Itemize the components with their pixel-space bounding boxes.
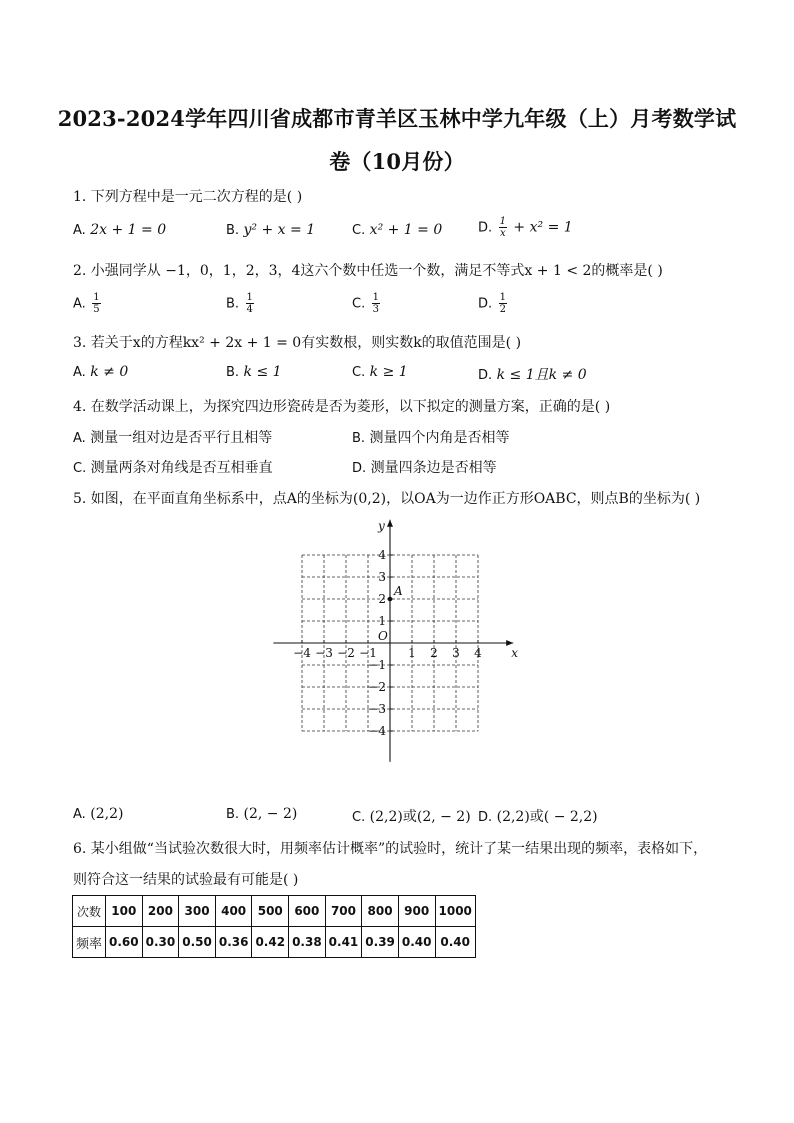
option-letter: C. bbox=[73, 461, 87, 476]
option-letter: A. bbox=[73, 807, 86, 822]
option-letter: A. bbox=[73, 223, 86, 238]
table-cell: 0.40 bbox=[398, 927, 435, 958]
option-letter: C. bbox=[352, 223, 366, 238]
option-letter: B. bbox=[226, 807, 240, 822]
q5-option-c bbox=[352, 806, 471, 826]
q5-option-b-text: (2, − 2) bbox=[243, 806, 298, 822]
q5-option-a-text: (2,2) bbox=[90, 806, 124, 822]
row-header-counts: 次数 bbox=[73, 896, 106, 927]
frequency-table bbox=[72, 895, 476, 958]
q3-option-a-text: k ≠ 0 bbox=[90, 364, 129, 380]
table-cell: 300 bbox=[179, 896, 216, 927]
axes bbox=[273, 520, 513, 762]
table-row-counts bbox=[73, 896, 476, 927]
y-tick-label: −4 bbox=[368, 724, 386, 738]
table-cell: 0.50 bbox=[179, 927, 216, 958]
table-cell: 900 bbox=[398, 896, 435, 927]
question-2-stem: 2. 小强同学从 −1，0，1，2，3，4这六个数中任选一个数，满足不等式x + 1 < 2的概率是( ) bbox=[73, 263, 663, 279]
fraction-denominator: 2 bbox=[499, 304, 506, 315]
q4-option-c bbox=[73, 457, 273, 477]
q3-option-b-text: k ≤ 1 bbox=[243, 364, 282, 380]
option-letter: D. bbox=[478, 810, 493, 825]
q5-option-b bbox=[226, 806, 297, 822]
option-letter: C. bbox=[352, 296, 366, 312]
option-letter: B. bbox=[226, 296, 240, 312]
point-a-label: A bbox=[394, 584, 403, 598]
table-cell: 400 bbox=[215, 896, 252, 927]
q1-option-d bbox=[478, 216, 573, 239]
table-cell: 0.40 bbox=[435, 927, 475, 958]
option-letter: D. bbox=[478, 220, 493, 236]
option-letter: A. bbox=[73, 431, 86, 446]
q1-option-b bbox=[226, 222, 315, 238]
coordinate-plane-figure bbox=[270, 506, 530, 771]
q2-option-a bbox=[73, 292, 103, 315]
table-cell: 200 bbox=[142, 896, 179, 927]
option-letter: C. bbox=[352, 365, 366, 380]
fraction-denominator: 5 bbox=[93, 304, 100, 315]
q3-option-d bbox=[478, 364, 587, 384]
table-cell: 500 bbox=[252, 896, 289, 927]
q3-option-d-text: k ≤ 1且k ≠ 0 bbox=[496, 367, 587, 383]
point-a-dot bbox=[388, 597, 393, 602]
table-row-frequencies bbox=[73, 927, 476, 958]
option-letter: A. bbox=[73, 296, 86, 312]
question-1-stem: 1. 下列方程中是一元二次方程的是( ) bbox=[73, 189, 303, 205]
table-cell: 0.38 bbox=[289, 927, 326, 958]
q3-option-b bbox=[226, 364, 282, 380]
fraction-numerator: 1 bbox=[372, 292, 380, 303]
q4-option-a-text: 测量一组对边是否平行且相等 bbox=[90, 430, 273, 446]
fraction-denominator: x bbox=[499, 228, 506, 239]
table-cell: 600 bbox=[289, 896, 326, 927]
q2-option-c bbox=[352, 292, 382, 315]
option-letter: D. bbox=[478, 296, 493, 312]
q5-option-c-text: (2,2)或(2, − 2) bbox=[369, 809, 471, 825]
row-header-frequency: 频率 bbox=[73, 927, 106, 958]
table-cell: 0.36 bbox=[215, 927, 252, 958]
option-letter: D. bbox=[352, 461, 367, 476]
q1-option-b-text: y² + x = 1 bbox=[243, 222, 316, 238]
q2-option-d-fraction bbox=[499, 292, 507, 315]
origin-label: O bbox=[378, 629, 388, 643]
fraction-numerator: 1 bbox=[93, 292, 100, 303]
x-tick-label: −3 bbox=[315, 646, 333, 660]
x-tick-label: 3 bbox=[452, 646, 460, 660]
y-tick-label: 2 bbox=[378, 592, 386, 606]
option-letter: D. bbox=[478, 368, 493, 383]
option-letter: C. bbox=[352, 810, 366, 825]
q3-option-c bbox=[352, 364, 408, 380]
table-cell: 800 bbox=[362, 896, 399, 927]
q4-option-b-text: 测量四个内角是否相等 bbox=[369, 430, 510, 446]
y-tick-label: 1 bbox=[378, 614, 386, 628]
axis-labels bbox=[293, 519, 518, 738]
q5-option-a bbox=[73, 806, 123, 822]
q2-option-c-fraction bbox=[372, 292, 380, 315]
table-cell: 700 bbox=[325, 896, 362, 927]
y-tick-label: −2 bbox=[368, 680, 386, 694]
option-letter: B. bbox=[226, 365, 240, 380]
fraction-denominator: 3 bbox=[372, 304, 380, 315]
q2-option-d bbox=[478, 292, 509, 315]
y-tick-label: −1 bbox=[368, 658, 386, 672]
q4-option-c-text: 测量两条对角线是否互相垂直 bbox=[90, 460, 273, 476]
fraction-numerator: 1 bbox=[499, 216, 506, 227]
q4-option-a bbox=[73, 427, 272, 447]
q2-option-a-fraction bbox=[92, 292, 100, 315]
y-axis-label: y bbox=[378, 518, 385, 533]
question-6-stem-line1: 6. 某小组做“当试验次数很大时，用频率估计概率”的试验时，统计了某一结果出现的频率，表格如下， bbox=[73, 841, 708, 857]
table-cell: 0.30 bbox=[142, 927, 179, 958]
q1-option-c bbox=[352, 222, 442, 238]
x-tick-label: 1 bbox=[408, 646, 416, 660]
question-4-stem: 4. 在数学活动课上，为探究四边形瓷砖是否为菱形，以下拟定的测量方案，正确的是( ) bbox=[73, 399, 611, 415]
q5-option-d-text: (2,2)或( − 2,2) bbox=[496, 809, 598, 825]
table-cell: 1000 bbox=[435, 896, 475, 927]
x-axis-label: x bbox=[511, 646, 518, 660]
y-tick-label: 3 bbox=[378, 570, 386, 584]
option-letter: B. bbox=[226, 223, 240, 238]
y-tick-label: 4 bbox=[378, 548, 386, 562]
fraction-numerator: 1 bbox=[246, 292, 253, 303]
q3-option-c-text: k ≥ 1 bbox=[369, 364, 408, 380]
q4-option-d-text: 测量四条边是否相等 bbox=[370, 460, 497, 476]
option-letter: A. bbox=[73, 365, 86, 380]
question-6-stem-line2: 则符合这一结果的试验最有可能是( ) bbox=[73, 872, 299, 888]
q4-option-b bbox=[352, 427, 510, 447]
q1-option-a bbox=[73, 222, 166, 238]
y-tick-label: −3 bbox=[368, 702, 386, 716]
table-cell: 0.39 bbox=[362, 927, 399, 958]
fraction-numerator: 1 bbox=[499, 292, 506, 303]
q1-option-a-text: 2x + 1 = 0 bbox=[90, 222, 167, 238]
x-tick-label: −2 bbox=[337, 646, 355, 660]
x-tick-label: 2 bbox=[430, 646, 438, 660]
option-letter: B. bbox=[352, 431, 366, 446]
table-cell: 0.42 bbox=[252, 927, 289, 958]
x-tick-label: −4 bbox=[293, 646, 311, 660]
fraction-denominator: 4 bbox=[246, 304, 253, 315]
q2-option-b bbox=[226, 292, 256, 315]
x-tick-label: −1 bbox=[359, 646, 377, 660]
q4-option-d bbox=[352, 457, 497, 477]
table-cell: 0.41 bbox=[325, 927, 362, 958]
q1-option-c-text: x² + 1 = 0 bbox=[369, 222, 443, 238]
q3-option-a bbox=[73, 364, 128, 380]
x-tick-label: 4 bbox=[474, 646, 482, 660]
question-5-stem: 5. 如图，在平面直角坐标系中，点A的坐标为(0,2)，以OA为一边作正方形OABC，则点B的坐标为( ) bbox=[73, 491, 701, 507]
q2-option-b-fraction bbox=[246, 292, 254, 315]
exam-title-line2: 卷（10月份） bbox=[329, 149, 465, 174]
table-cell: 0.60 bbox=[106, 927, 143, 958]
y-axis-arrow-icon bbox=[387, 520, 393, 527]
exam-title-line1: 2023-2024学年四川省成都市青羊区玉林中学九年级（上）月考数学试 bbox=[57, 106, 737, 131]
q1-option-d-text: + x² = 1 bbox=[508, 219, 573, 236]
q5-option-d bbox=[478, 806, 598, 826]
table-cell: 100 bbox=[106, 896, 143, 927]
question-3-stem: 3. 若关于x的方程kx² + 2x + 1 = 0有实数根，则实数k的取值范围是( ) bbox=[73, 335, 522, 351]
q1-option-d-fraction bbox=[499, 216, 507, 239]
